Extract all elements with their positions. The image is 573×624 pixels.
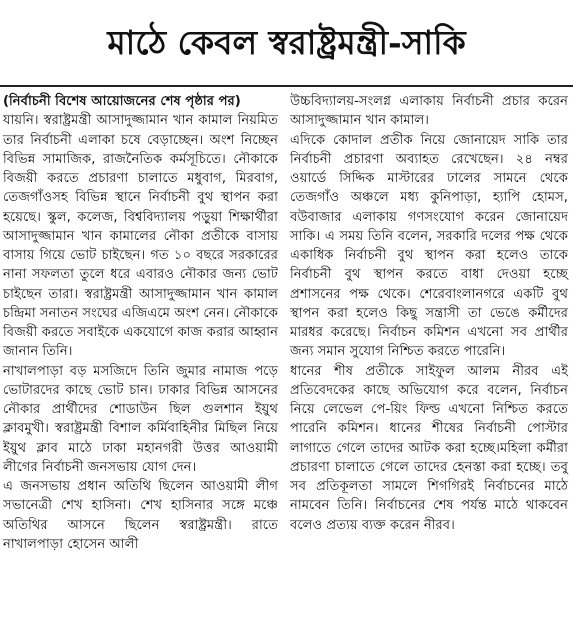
paragraph: যায়নি। স্বরাষ্ট্রমন্ত্রী আসাদুজ্জামান খান কামাল নিয়মিত তার নির্বাচনী এলাকা চষে বেড়াচ্ছেন। অংশ নিচ্ছেন বিভিন্ন সামাজিক, রাজনৈতিক কর্মসূচিতে। নৌকাকে বিজয়ী করতে প্রচারণা চালাতে মধুবাগ, মিরবাগ, তেজগাঁওসহ বিভিন্ন স্থানে নির্বাচনী বুথ স্থাপন করা হয়েছে। স্কুল, কলেজ, বিশ্ববিদ্যালয় পড়ুয়া শিক্ষার্থীরা আসাদুজ্জামান খান কামালের নৌকা প্রতীকে বাসায় বাসায় গিয়ে ভোট চাইছেন। গত ১০ বছরে সরকারের নানা সফলতা তুলে ধরে এবারও নৌকার জন্য ভোট চাইছেন তারা। স্বরাষ্ট্রমন্ত্রী আসাদুজ্জামান খান কামাল চন্দ্রিমা সনাতন সংঘের এজিএমে অংশ নেন। নৌকাকে বিজয়ী করতে সবাইকে একযোগে কাজ করার আহ্বান জানান তিনি।	[3, 113, 278, 360]
paragraph: এ জনসভায় প্রধান অতিথি ছিলেন আওয়ামী লীগ সভানেত্রী শেখ হাসিনা। শেখ হাসিনার সঙ্গে মঞ্চে অতিথির আসনে ছিলেন স্বরাষ্ট্রমন্ত্রী। রাতে নাখালপাড়া হোসেন আলী	[3, 479, 278, 552]
headline-divider	[0, 85, 573, 87]
paragraph: নাখালপাড়া বড় মসজিদে তিনি জুমার নামাজ পড়ে ভোটারদের কাছে ভোট চান। ঢাকার বিভিন্ন আসনের নৌকার প্রার্থীদের শোডাউন ছিল গুলশান ইয়ুথ ক্লাবমুখী। স্বরাষ্ট্রমন্ত্রী বিশাল কর্মিবাহিনীর মিছিল নিয়ে ইয়ুথ ক্লাব মাঠে ঢাকা মহানগরী উত্তর আওয়ামী লীগের নির্বাচনী জনসভায় যোগ দেন।	[3, 363, 278, 475]
left-column	[3, 92, 278, 554]
paragraph: উচ্চবিদ্যালয়-সংলগ্ন এলাকায় নির্বাচনী প্রচার করেন আসাদুজ্জামান খান কামাল।	[290, 94, 568, 129]
paragraph: ধানের শীষ প্রতীকে সাইফুল আলম নীরব এই প্রতিবেদকের কাছে অভিযোগ করে বলেন, নির্বাচন নিয়ে লেভেল পে-য়িং ফিল্ড এখনো নিশ্চিত করতে পারেনি কমিশন। ধানের শীষের নির্বাচনী পোস্টার লাগাতে গেলে তাদের আটক করা হচ্ছে।মহিলা কর্মীরা প্রচারণা চালাতে গেলে তাদের হেনস্তা করা হচ্ছে। তবু সব প্রতিকূলতা সামলে শিগগিরই নির্বাচনের মাঠে নামবেন তিনি। নির্বাচনের শেষ পর্যন্ত মাঠে থাকবেন বলেও প্রত্যয় ব্যক্ত করেন নীরব।	[290, 363, 568, 533]
headline: মাঠে কেবল স্বরাষ্ট্রমন্ত্রী-সাকি	[107, 23, 466, 62]
continuation-kicker: (নির্বাচনী বিশেষ আয়োজনের শেষ পৃষ্ঠার পর)	[3, 94, 241, 109]
paragraph: এদিকে কোদাল প্রতীক নিয়ে জোনায়েদ সাকি তার নির্বাচনী প্রচারণা অব্যাহত রেখেছেন। ২৪ নম্বর ওয়ার্ডে সিদ্দিক মাস্টারের ঢালের সামনে থেকে তেজগাঁও অঞ্চলে মধ্য কুনিপাড়া, হ্যাপি হোমস, বউবাজার এলাকায় গণসংযোগ করেন জোনায়েদ সাকি। এ সময় তিনি বলেন, সরকারি দলের পক্ষ থেকে একাধিক নির্বাচনী বুথ স্থাপন করা হলেও তাকে নির্বাচনী বুথ স্থাপন করতে বাধা দেওয়া হচ্ছে প্রশাসনের পক্ষ থেকে। শেরেবাংলানগরে একটি বুথ স্থাপন করা হলেও কিছু সন্ত্রাসী তা ভেঙে কর্মীদের মারধর করেছে। নির্বাচন কমিশন এখনো সব প্রার্থীর জন্য সমান সুযোগ নিশ্চিত করতে পারেনি।	[290, 132, 568, 360]
right-column	[290, 92, 568, 535]
